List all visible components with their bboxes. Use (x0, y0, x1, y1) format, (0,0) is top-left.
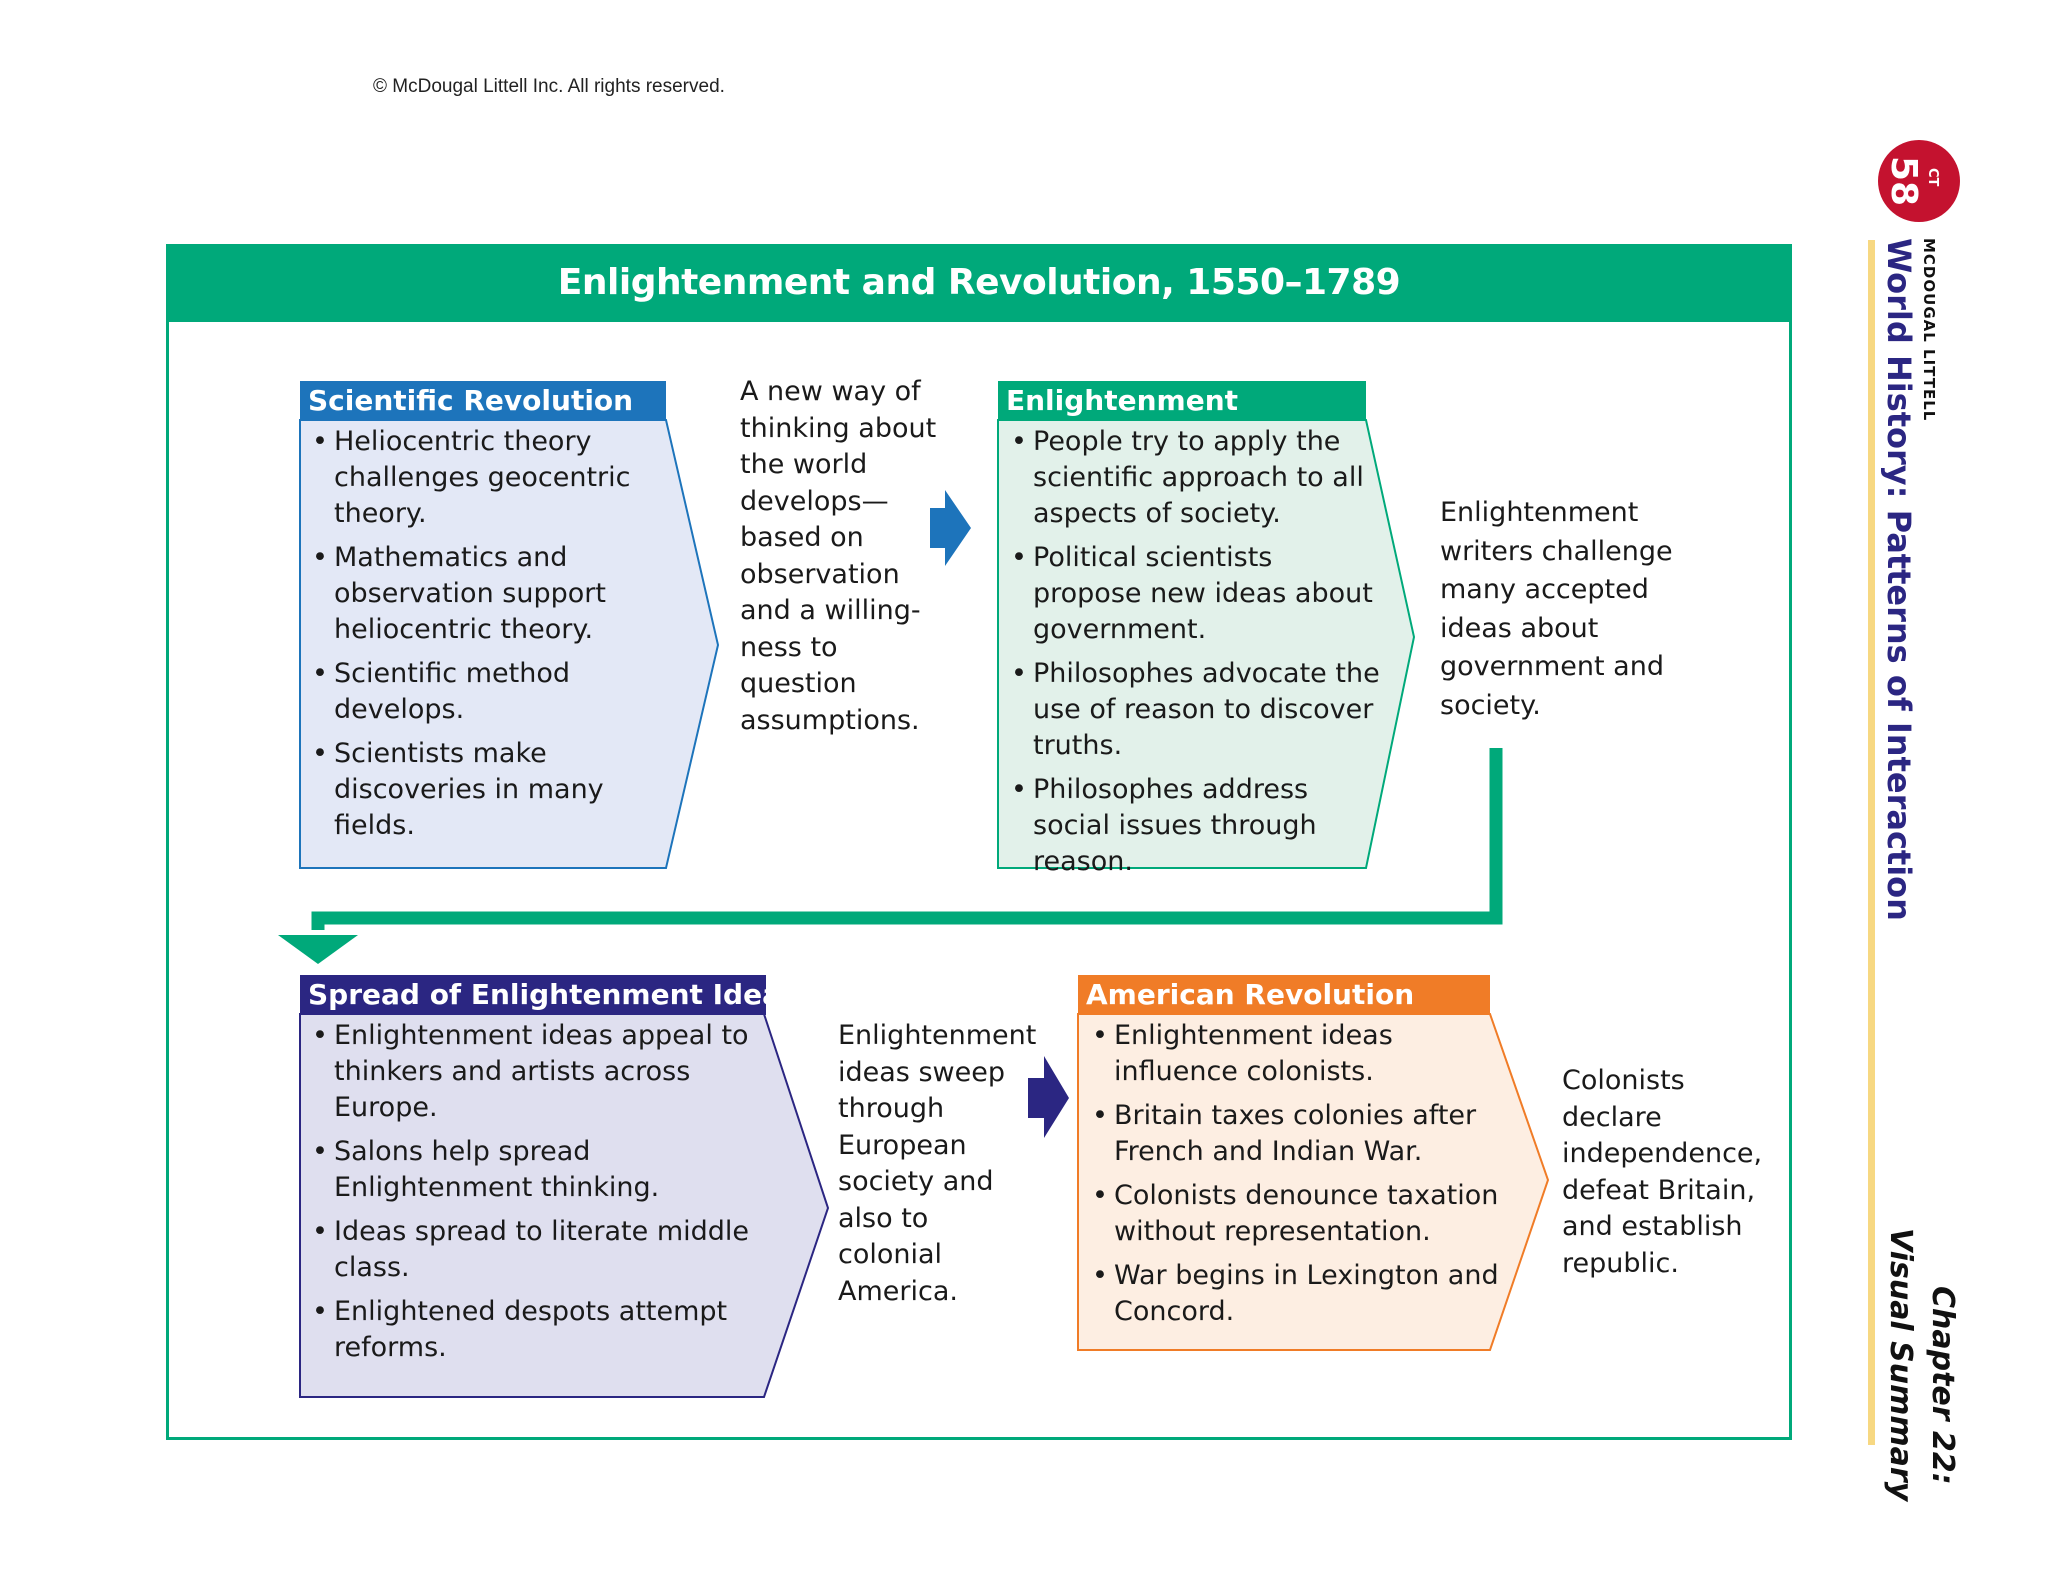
list-item: • Heliocentric theory challenges geocentric theory. (312, 424, 642, 532)
enlightenment-heading: Enlightenment (998, 381, 1366, 421)
american-revolution-list (1092, 1018, 1512, 1338)
scientific-revolution-heading: Scientific Revolution (300, 381, 666, 421)
publisher-label: MCDOUGAL LITTELL (1920, 238, 1938, 422)
copyright-notice: © McDougal Littell Inc. All rights reserved. (373, 76, 725, 97)
visual-summary-label: Visual Summary (1883, 1228, 1918, 1502)
enlightenment-list (1011, 424, 1387, 888)
list-item: • Enlightened despots attempt reforms. (312, 1294, 782, 1366)
note-writers: Enlightenment writers challenge many accepted ideas about government and society. (1440, 497, 1673, 721)
spread-list (312, 1018, 782, 1374)
side-rule (1868, 240, 1875, 1445)
list-item: • Ideas spread to literate middle class. (312, 1214, 782, 1286)
down-arrow-icon (278, 935, 358, 964)
list-item: • War begins in Lexington and Concord. (1092, 1258, 1512, 1330)
note-colonists: Colonists declare independence, defeat Britain, and establish republic. (1562, 1065, 1763, 1279)
list-item: • Britain taxes colonies after French and Indian War. (1092, 1098, 1512, 1170)
scientific-revolution-list (312, 424, 642, 852)
list-item: • Scientists make discoveries in many fields. (312, 736, 642, 844)
book-title: World History: Patterns of Interaction (1880, 238, 1918, 921)
list-item: • People try to apply the scientific approach to all aspects of society. (1011, 424, 1387, 532)
note-sweep: Enlightenment ideas sweep through European society and also to colonial America. (838, 1020, 1037, 1307)
american-revolution-heading: American Revolution (1078, 975, 1490, 1015)
list-item: • Mathematics and observation support heliocentric theory. (312, 540, 642, 648)
spread-heading: Spread of Enlightenment Ideas (300, 975, 766, 1015)
badge-number: 58 (1883, 156, 1924, 207)
note-new-way: A new way of thinking about the world develops— based on observation and a willing- ness to question assumptions. (740, 376, 937, 736)
list-item: • Philosophes advocate the use of reason to discover truths. (1011, 656, 1387, 764)
badge-ct: CT (1925, 168, 1940, 187)
list-item: • Enlightenment ideas appeal to thinkers and artists across Europe. (312, 1018, 782, 1126)
list-item: • Philosophes address social issues through reason. (1011, 772, 1387, 880)
list-item: • Salons help spread Enlightenment thinking. (312, 1134, 782, 1206)
list-item: • Enlightenment ideas influence colonists. (1092, 1018, 1512, 1090)
chapter-label: Chapter 22: (1925, 1286, 1960, 1485)
list-item: • Scientific method develops. (312, 656, 642, 728)
list-item: • Political scientists propose new ideas about government. (1011, 540, 1387, 648)
diagram-title: Enlightenment and Revolution, 1550–1789 (166, 244, 1792, 322)
list-item: • Colonists denounce taxation without representation. (1092, 1178, 1512, 1250)
